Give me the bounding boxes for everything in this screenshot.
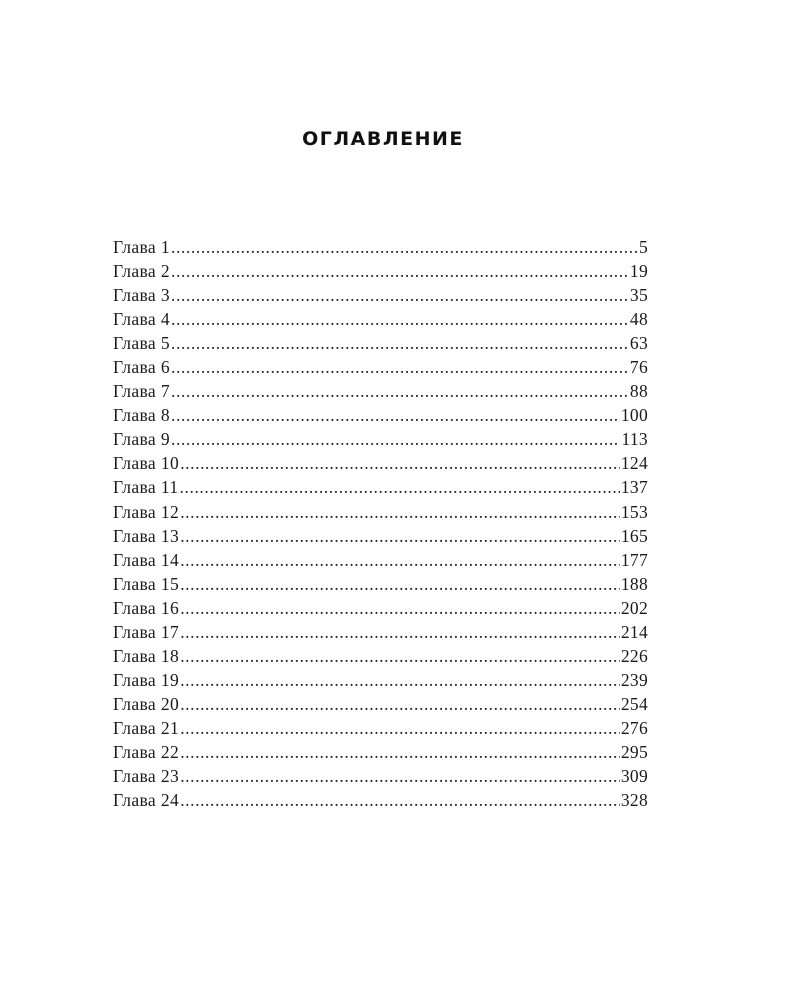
chapter-label: Глава 4 (113, 309, 171, 330)
page-number: 276 (620, 717, 648, 738)
dot-leader (180, 740, 620, 764)
page-number: 48 (629, 309, 648, 330)
chapter-label: Глава 6 (113, 357, 171, 378)
dot-leader (180, 451, 620, 475)
chapter-label: Глава 14 (113, 549, 180, 570)
toc-entry[interactable] (113, 451, 648, 475)
page-number: 63 (629, 333, 648, 354)
dot-leader (171, 307, 629, 331)
dot-leader (180, 524, 620, 548)
toc-entry[interactable] (113, 572, 648, 596)
page-number: 165 (620, 525, 648, 546)
table-of-contents (113, 235, 648, 812)
page-number: 214 (620, 621, 648, 642)
page-number: 226 (620, 645, 648, 666)
chapter-label: Глава 10 (113, 453, 180, 474)
dot-leader (180, 764, 620, 788)
dot-leader (171, 283, 629, 307)
page-number: 124 (620, 453, 648, 474)
dot-leader (180, 644, 620, 668)
page-number: 19 (629, 261, 648, 282)
toc-entry[interactable] (113, 788, 648, 812)
chapter-label: Глава 24 (113, 790, 180, 811)
toc-entry[interactable] (113, 740, 648, 764)
toc-entry[interactable] (113, 524, 648, 548)
dot-leader (180, 572, 620, 596)
chapter-label: Глава 18 (113, 645, 180, 666)
page-number: 153 (620, 501, 648, 522)
toc-entry[interactable] (113, 283, 648, 307)
page-number: 202 (620, 597, 648, 618)
chapter-label: Глава 12 (113, 501, 180, 522)
dot-leader (171, 403, 620, 427)
toc-entry[interactable] (113, 548, 648, 572)
toc-entry[interactable] (113, 403, 648, 427)
page-number: 188 (620, 573, 648, 594)
page-number: 76 (629, 357, 648, 378)
chapter-label: Глава 2 (113, 261, 171, 282)
toc-entry[interactable] (113, 500, 648, 524)
dot-leader (180, 548, 620, 572)
dot-leader (171, 427, 620, 451)
chapter-label: Глава 17 (113, 621, 180, 642)
dot-leader (180, 788, 620, 812)
chapter-label: Глава 3 (113, 285, 171, 306)
chapter-label: Глава 8 (113, 405, 171, 426)
toc-entry[interactable] (113, 596, 648, 620)
chapter-label: Глава 19 (113, 669, 180, 690)
chapter-label: Глава 9 (113, 429, 171, 450)
dot-leader (180, 500, 620, 524)
page-number: 5 (638, 237, 648, 257)
page-number: 239 (620, 669, 648, 690)
chapter-label: Глава 23 (113, 766, 180, 787)
page-number: 177 (620, 549, 648, 570)
toc-entry[interactable] (113, 259, 648, 283)
page-number: 328 (620, 790, 648, 811)
dot-leader (180, 475, 620, 499)
dot-leader (171, 235, 638, 259)
chapter-label: Глава 20 (113, 693, 180, 714)
dot-leader (180, 692, 620, 716)
chapter-label: Глава 15 (113, 573, 180, 594)
page-number: 295 (620, 741, 648, 762)
toc-entry[interactable] (113, 355, 648, 379)
dot-leader (171, 331, 629, 355)
page-number: 113 (621, 429, 648, 450)
dot-leader (171, 379, 629, 403)
chapter-label: Глава 11 (113, 477, 179, 498)
toc-entry[interactable] (113, 764, 648, 788)
chapter-label: Глава 1 (113, 237, 171, 257)
page-number: 137 (620, 477, 648, 498)
toc-entry[interactable] (113, 620, 648, 644)
dot-leader (171, 259, 629, 283)
toc-entry[interactable] (113, 427, 648, 451)
chapter-label: Глава 7 (113, 381, 171, 402)
chapter-label: Глава 16 (113, 597, 180, 618)
page-number: 254 (620, 693, 648, 714)
chapter-label: Глава 5 (113, 333, 171, 354)
page-number: 88 (629, 381, 648, 402)
toc-entry[interactable] (113, 235, 648, 259)
toc-entry[interactable] (113, 668, 648, 692)
toc-entry[interactable] (113, 716, 648, 740)
page-number: 35 (629, 285, 648, 306)
toc-entry[interactable] (113, 644, 648, 668)
chapter-label: Глава 13 (113, 525, 180, 546)
dot-leader (180, 596, 620, 620)
chapter-label: Глава 21 (113, 717, 180, 738)
toc-entry[interactable] (113, 475, 648, 499)
chapter-label: Глава 22 (113, 741, 180, 762)
dot-leader (171, 355, 629, 379)
page-title: ОГЛАВЛЕНИЕ (302, 128, 464, 150)
page-number: 100 (620, 405, 648, 426)
dot-leader (180, 620, 620, 644)
dot-leader (180, 668, 620, 692)
page-number: 309 (620, 766, 648, 787)
toc-entry[interactable] (113, 331, 648, 355)
toc-entry[interactable] (113, 379, 648, 403)
toc-entry[interactable] (113, 307, 648, 331)
dot-leader (180, 716, 620, 740)
toc-entry[interactable] (113, 692, 648, 716)
